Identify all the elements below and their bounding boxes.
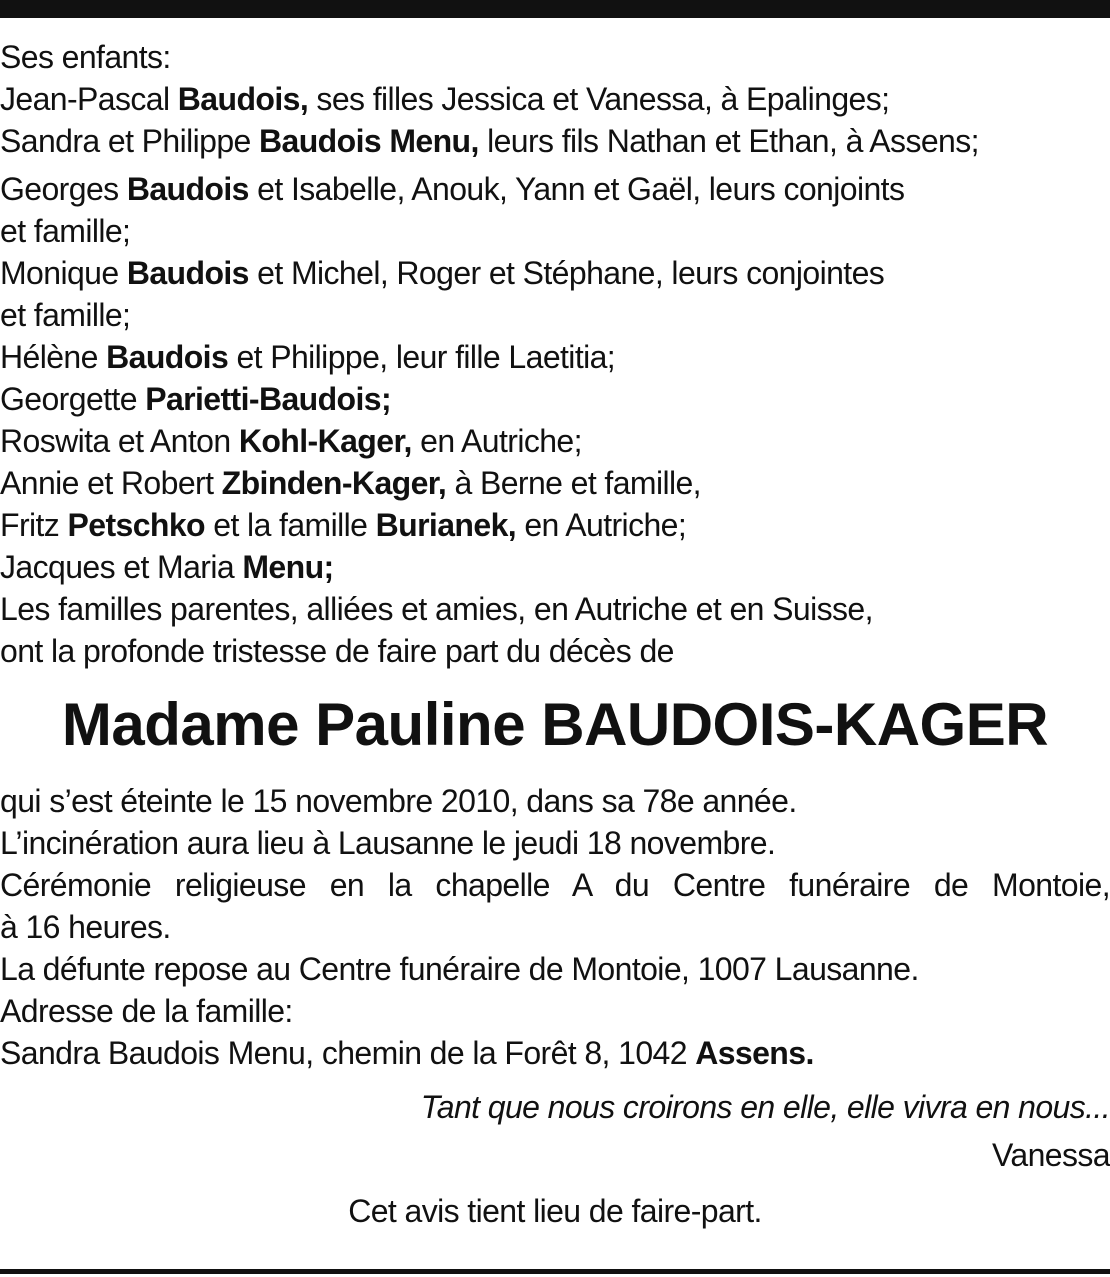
relative-3-details: et Philippe, leur fille Laetitia;	[228, 339, 616, 375]
relative-line-7	[0, 504, 1110, 546]
faire-part-note: Cet avis tient lieu de faire-part.	[348, 1193, 762, 1229]
intro-line: Ses enfants:	[0, 39, 171, 75]
announcement-line: ont la profonde tristesse de faire part du décès de	[0, 633, 674, 669]
relative-8-name: Jacques et Maria	[0, 549, 243, 585]
relative-2-name: Monique	[0, 255, 127, 291]
relative-2-surname: Baudois	[126, 255, 249, 291]
child-1-name: Jean-Pascal	[0, 81, 178, 117]
relative-4-name: Georgette	[0, 381, 146, 417]
relative-line-4	[0, 378, 1110, 420]
detail-line-6: Adresse de la famille:	[0, 993, 293, 1029]
relative-1-name: Georges	[0, 171, 127, 207]
relative-5-details: en Autriche;	[411, 423, 582, 459]
relative-line-5	[0, 420, 1110, 462]
top-rule	[0, 0, 1110, 18]
child-2-details: leurs fils Nathan et Ethan, à Assens;	[478, 123, 979, 159]
relative-7-name: Fritz	[0, 507, 68, 543]
relative-5-name: Roswita et Anton	[0, 423, 239, 459]
relative-5-surname: Kohl-Kager,	[238, 423, 412, 459]
deceased-name-heading: Madame Pauline BAUDOIS-KAGER	[61, 691, 1049, 758]
child-line-1	[0, 78, 1110, 120]
detail-line-3: Cérémonie religieuse en la chapelle A du Centre funéraire de Montoie,	[0, 867, 1110, 903]
relative-line-1-cont: et famille;	[0, 213, 131, 249]
detail-line-1: qui s’est éteinte le 15 novembre 2010, dans sa 78e année.	[0, 783, 797, 819]
child-1-surname: Baudois,	[177, 81, 309, 117]
child-2-name: Sandra et Philippe	[0, 123, 260, 159]
family-address: Sandra Baudois Menu, chemin de la Forêt 8, 1042	[0, 1035, 696, 1071]
memorial-quote: Tant que nous croirons en elle, elle vivra en nous...	[420, 1089, 1110, 1125]
child-1-details: ses filles Jessica et Vanessa, à Epalinges;	[308, 81, 890, 117]
relative-7-connector: et la famille	[204, 507, 376, 543]
detail-line-4: à 16 heures.	[0, 909, 171, 945]
detail-line-2: L’incinération aura lieu à Lausanne le jeudi 18 novembre.	[0, 825, 776, 861]
relative-3-name: Hélène	[0, 339, 107, 375]
relative-2-details: et Michel, Roger et Stéphane, leurs conjointes	[248, 255, 885, 291]
relative-line-6	[0, 462, 1110, 504]
relative-line-8	[0, 546, 1110, 588]
family-address-line	[0, 1032, 1110, 1074]
relative-line-9: Les familles parentes, alliées et amies, en Autriche et en Suisse,	[0, 591, 873, 627]
relative-line-2-cont: et famille;	[0, 297, 131, 333]
relative-line-3	[0, 336, 1110, 378]
relative-7-details: en Autriche;	[516, 507, 687, 543]
relative-7-surname: Petschko	[67, 507, 205, 543]
relative-1-surname: Baudois	[126, 171, 249, 207]
child-2-surname: Baudois Menu,	[259, 123, 479, 159]
relative-line-1	[0, 168, 1110, 210]
relative-7-surname-2: Burianek,	[375, 507, 517, 543]
relative-3-surname: Baudois	[106, 339, 229, 375]
relative-8-surname: Menu;	[242, 549, 334, 585]
bottom-rule	[0, 1269, 1110, 1274]
relative-line-2	[0, 252, 1110, 294]
relative-6-name: Annie et Robert	[0, 465, 222, 501]
relative-4-surname: Parietti-Baudois;	[145, 381, 392, 417]
obituary-notice	[0, 36, 1110, 1232]
detail-line-5: La défunte repose au Centre funéraire de Montoie, 1007 Lausanne.	[0, 951, 919, 987]
relative-6-surname: Zbinden-Kager,	[221, 465, 447, 501]
quote-signature: Vanessa	[992, 1137, 1110, 1173]
relative-1-details: et Isabelle, Anouk, Yann et Gaël, leurs conjoints	[248, 171, 905, 207]
family-address-town: Assens.	[695, 1035, 814, 1071]
relative-6-details: à Berne et famille,	[446, 465, 701, 501]
child-line-2	[0, 120, 1110, 162]
